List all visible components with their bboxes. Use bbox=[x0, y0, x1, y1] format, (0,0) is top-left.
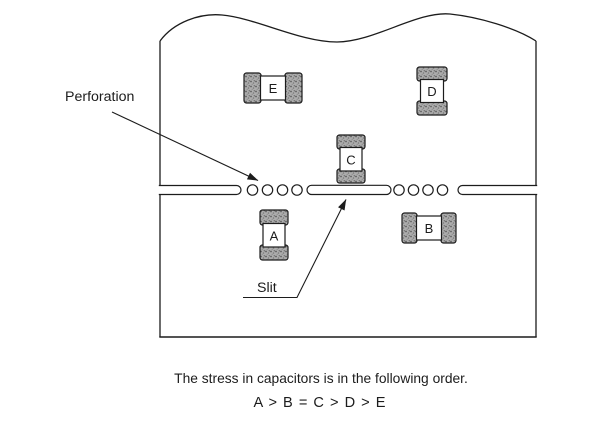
board-top-wavy-edge bbox=[160, 14, 536, 42]
capacitor-c-label: C bbox=[346, 152, 356, 168]
capacitor-d bbox=[417, 67, 447, 115]
capacitor-d-label: D bbox=[427, 84, 437, 99]
perforation-hole bbox=[262, 185, 272, 195]
capacitor-e-terminal-right bbox=[285, 73, 302, 103]
perforation-hole bbox=[437, 185, 447, 195]
perforation-hole bbox=[423, 185, 433, 195]
capacitor-a-terminal-top bbox=[260, 210, 288, 225]
slit-left bbox=[159, 186, 241, 195]
slit-right bbox=[458, 186, 537, 195]
caption-line1: The stress in capacitors is in the following order. bbox=[174, 371, 468, 386]
capacitor-a-label: A bbox=[269, 228, 279, 244]
perforation-arrow bbox=[112, 112, 258, 181]
capacitor-e-label: E bbox=[268, 81, 278, 96]
perforation-hole bbox=[292, 185, 302, 195]
slit-center bbox=[307, 185, 391, 194]
perforation-hole bbox=[394, 185, 404, 195]
perforation-label: Perforation bbox=[65, 89, 135, 105]
capacitor-b-terminal-right bbox=[441, 213, 456, 243]
capacitor-c-terminal-top bbox=[337, 135, 365, 149]
capacitor-c bbox=[337, 135, 365, 183]
caption-line2: A > B = C > D > E bbox=[253, 395, 387, 411]
perforation-hole bbox=[277, 185, 287, 195]
capacitor-e bbox=[244, 73, 302, 103]
capacitor-b bbox=[402, 213, 456, 243]
perforation-hole bbox=[247, 185, 257, 195]
perforation-hole bbox=[408, 185, 418, 195]
capacitor-b-terminal-left bbox=[402, 213, 417, 243]
capacitor-a bbox=[260, 210, 288, 260]
slit-row bbox=[159, 185, 537, 194]
slit-label: Slit bbox=[257, 280, 277, 296]
capacitor-e-terminal-left bbox=[244, 73, 261, 103]
capacitor-b-label: B bbox=[424, 221, 434, 236]
